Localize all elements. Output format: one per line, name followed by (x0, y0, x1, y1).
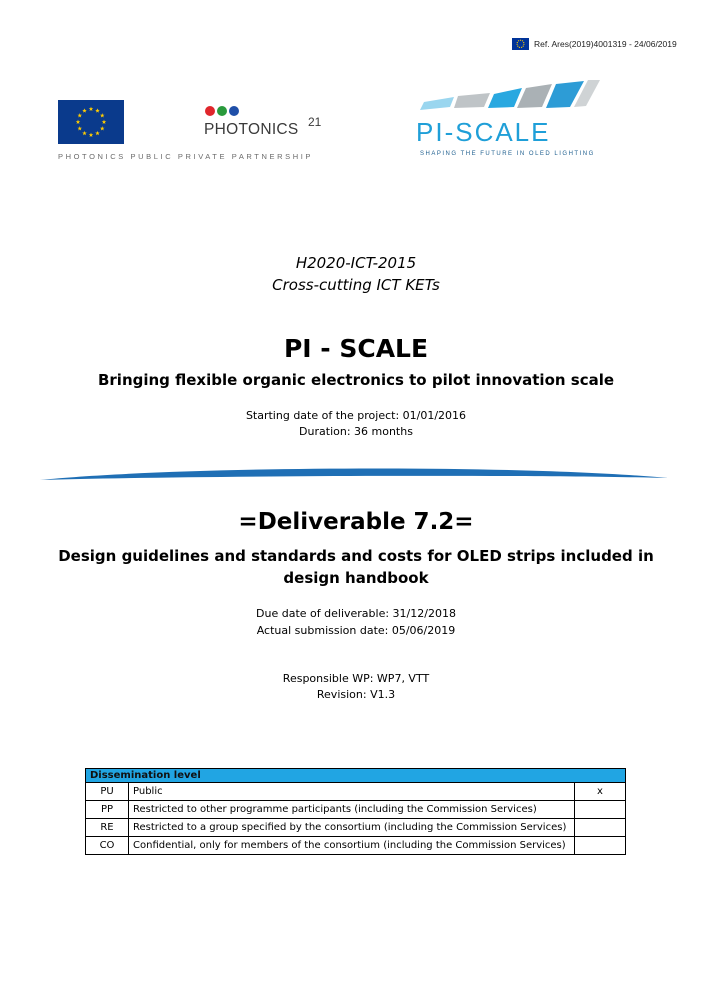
table-row (86, 783, 626, 801)
reference-stamp (512, 38, 677, 50)
level-mark (575, 837, 626, 855)
level-mark (575, 819, 626, 837)
reference-text: Ref. Ares(2019)4001319 - 24/06/2019 (534, 39, 677, 49)
eu-flag-logo (58, 100, 124, 144)
ppp-caption: PHOTONICS PUBLIC PRIVATE PARTNERSHIP (58, 152, 314, 161)
blue-swoosh-divider (38, 462, 670, 488)
programme-topic: Cross-cutting ICT KETs (272, 276, 440, 294)
photonics-wordmark: PHOTONICS (204, 121, 299, 138)
dissemination-header: Dissemination level (86, 769, 626, 783)
level-mark (575, 801, 626, 819)
dissemination-table (85, 768, 626, 855)
pi-scale-tagline: SHAPING THE FUTURE IN OLED LIGHTING (420, 151, 595, 157)
pi-scale-logo (402, 80, 628, 158)
level-code: RE (86, 819, 129, 837)
level-code: PP (86, 801, 129, 819)
eu-flag-small-icon (512, 38, 529, 50)
deliverable-number: =Deliverable 7.2= (238, 509, 474, 535)
photonics21-logo (200, 102, 330, 146)
level-code: CO (86, 837, 129, 855)
project-start-date: Starting date of the project: 01/01/2016 (245, 409, 467, 422)
photonics-superscript: 21 (308, 115, 322, 129)
project-duration: Duration: 36 months (299, 425, 413, 438)
deliverable-title: Design guidelines and standards and costs for OLED strips included in design handbook (58, 547, 654, 587)
level-description: Confidential, only for members of the consortium (including the Commission Services) (129, 837, 575, 855)
project-title: Bringing flexible organic electronics to pilot innovation scale (97, 371, 615, 389)
level-description: Restricted to other programme participants (including the Commission Services) (129, 801, 575, 819)
responsible-wp: Responsible WP: WP7, VTT (282, 672, 430, 685)
submission-date: Actual submission date: 05/06/2019 (256, 624, 456, 637)
project-acronym: PI - SCALE (283, 334, 429, 363)
level-description: Public (129, 783, 575, 801)
due-date: Due date of deliverable: 31/12/2018 (256, 607, 456, 620)
level-mark: x (575, 783, 626, 801)
level-code: PU (86, 783, 129, 801)
pi-scale-wordmark: PI-SCALE (416, 117, 551, 147)
table-row (86, 819, 626, 837)
table-row (86, 837, 626, 855)
programme-call: H2020-ICT-2015 (295, 254, 417, 272)
level-description: Restricted to a group specified by the consortium (including the Commission Services) (129, 819, 575, 837)
table-row (86, 801, 626, 819)
revision: Revision: V1.3 (316, 688, 396, 701)
